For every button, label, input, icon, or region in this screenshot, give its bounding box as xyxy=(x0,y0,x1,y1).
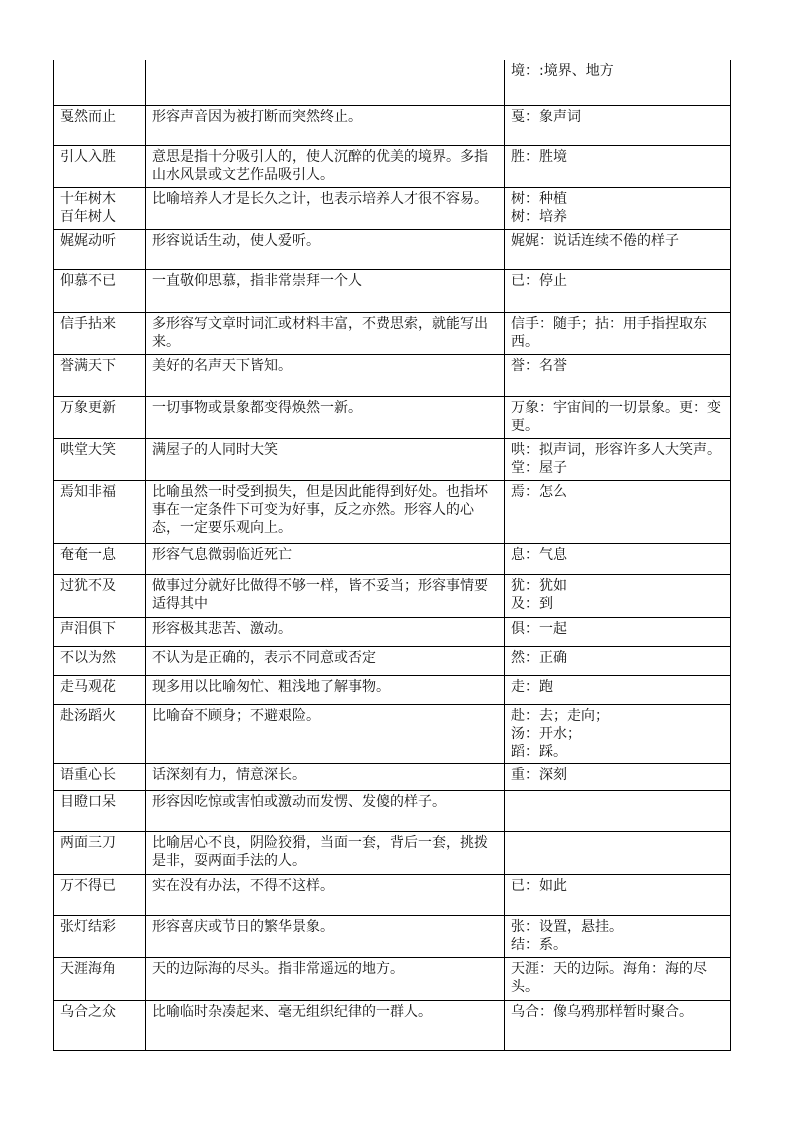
note-cell: 走：跑 xyxy=(505,675,731,704)
idiom-cell: 信手拈来 xyxy=(54,312,146,354)
idiom-cell: 仰慕不已 xyxy=(54,269,146,312)
idiom-cell: 赴汤蹈火 xyxy=(54,704,146,763)
note-cell xyxy=(505,790,731,831)
idiom-cell: 哄堂大笑 xyxy=(54,438,146,480)
note-cell: 已：停止 xyxy=(505,269,731,312)
table-row xyxy=(54,763,731,790)
meaning-cell: 满屋子的人同时大笑 xyxy=(146,438,505,480)
table-row xyxy=(54,60,731,105)
note-cell: 信手：随手；拈：用手指捏取东西。 xyxy=(505,312,731,354)
idiom-cell: 引人入胜 xyxy=(54,145,146,187)
table-row xyxy=(54,957,731,1000)
idiom-table xyxy=(53,60,731,1051)
idiom-cell: 乌合之众 xyxy=(54,1000,146,1050)
idiom-cell: 娓娓动听 xyxy=(54,229,146,269)
note-cell: 万象：宇宙间的一切景象。更：变更。 xyxy=(505,396,731,438)
table-row xyxy=(54,105,731,145)
meaning-cell: 比喻临时杂凑起来、毫无组织纪律的一群人。 xyxy=(146,1000,505,1050)
idiom-cell: 走马观花 xyxy=(54,675,146,704)
table-row xyxy=(54,438,731,480)
meaning-cell: 形容喜庆或节日的繁华景象。 xyxy=(146,915,505,957)
idiom-cell: 戛然而止 xyxy=(54,105,146,145)
meaning-cell: 话深刻有力，情意深长。 xyxy=(146,763,505,790)
table-row xyxy=(54,831,731,874)
table-row xyxy=(54,269,731,312)
meaning-cell: 不认为是正确的，表示不同意或否定 xyxy=(146,646,505,675)
idiom-cell: 两面三刀 xyxy=(54,831,146,874)
idiom-table-body xyxy=(54,60,731,1050)
idiom-cell: 声泪俱下 xyxy=(54,617,146,646)
note-cell: 赴：去；走向； 汤：开水； 蹈：踩。 xyxy=(505,704,731,763)
meaning-cell: 多形容写文章时词汇或材料丰富，不费思索，就能写出来。 xyxy=(146,312,505,354)
meaning-cell: 一直敬仰思慕，指非常崇拜一个人 xyxy=(146,269,505,312)
meaning-cell: 天的边际海的尽头。指非常遥远的地方。 xyxy=(146,957,505,1000)
meaning-cell: 美好的名声天下皆知。 xyxy=(146,354,505,396)
note-cell: 天涯：天的边际。海角：海的尽头。 xyxy=(505,957,731,1000)
table-row xyxy=(54,704,731,763)
table-row xyxy=(54,617,731,646)
meaning-cell: 做事过分就好比做得不够一样，皆不妥当；形容事情要适得其中 xyxy=(146,574,505,617)
idiom-cell: 焉知非福 xyxy=(54,480,146,543)
table-row xyxy=(54,354,731,396)
note-cell: 境：:境界、地方 xyxy=(505,60,731,105)
meaning-cell: 形容声音因为被打断而突然终止。 xyxy=(146,105,505,145)
table-row xyxy=(54,790,731,831)
note-cell: 胜：胜境 xyxy=(505,145,731,187)
idiom-cell: 万象更新 xyxy=(54,396,146,438)
idiom-cell: 不以为然 xyxy=(54,646,146,675)
table-row xyxy=(54,543,731,574)
idiom-cell: 张灯结彩 xyxy=(54,915,146,957)
table-row xyxy=(54,574,731,617)
note-cell: 乌合：像乌鸦那样暂时聚合。 xyxy=(505,1000,731,1050)
note-cell: 娓娓：说话连续不倦的样子 xyxy=(505,229,731,269)
note-cell: 息：气息 xyxy=(505,543,731,574)
note-cell: 哄：拟声词，形容许多人大笑声。堂：屋子 xyxy=(505,438,731,480)
note-cell: 戛：象声词 xyxy=(505,105,731,145)
meaning-cell: 现多用以比喻匆忙、粗浅地了解事物。 xyxy=(146,675,505,704)
table-row xyxy=(54,229,731,269)
table-row xyxy=(54,675,731,704)
meaning-cell: 实在没有办法，不得不这样。 xyxy=(146,874,505,915)
table-row xyxy=(54,480,731,543)
meaning-cell: 一切事物或景象都变得焕然一新。 xyxy=(146,396,505,438)
meaning-cell: 比喻培养人才是长久之计，也表示培养人才很不容易。 xyxy=(146,187,505,229)
idiom-cell: 奄奄一息 xyxy=(54,543,146,574)
note-cell: 犹：犹如 及：到 xyxy=(505,574,731,617)
meaning-cell: 意思是指十分吸引人的，使人沉醉的优美的境界。多指山水风景或文艺作品吸引人。 xyxy=(146,145,505,187)
meaning-cell: 比喻居心不良，阴险狡猾，当面一套，背后一套，挑拨是非，耍两面手法的人。 xyxy=(146,831,505,874)
note-cell: 重：深刻 xyxy=(505,763,731,790)
idiom-cell: 十年树木 百年树人 xyxy=(54,187,146,229)
meaning-cell: 形容因吃惊或害怕或激动而发愣、发傻的样子。 xyxy=(146,790,505,831)
meaning-cell: 形容极其悲苦、激动。 xyxy=(146,617,505,646)
table-row xyxy=(54,396,731,438)
table-row xyxy=(54,874,731,915)
table-row xyxy=(54,646,731,675)
table-row xyxy=(54,187,731,229)
idiom-cell: 目瞪口呆 xyxy=(54,790,146,831)
note-cell: 誉：名誉 xyxy=(505,354,731,396)
meaning-cell: 形容气息微弱临近死亡 xyxy=(146,543,505,574)
idiom-cell: 誉满天下 xyxy=(54,354,146,396)
note-cell: 然：正确 xyxy=(505,646,731,675)
note-cell: 俱：一起 xyxy=(505,617,731,646)
note-cell: 已：如此 xyxy=(505,874,731,915)
table-row xyxy=(54,312,731,354)
idiom-cell: 过犹不及 xyxy=(54,574,146,617)
idiom-cell: 语重心长 xyxy=(54,763,146,790)
meaning-cell: 形容说话生动，使人爱听。 xyxy=(146,229,505,269)
note-cell: 焉：怎么 xyxy=(505,480,731,543)
note-cell: 树：种植 树：培养 xyxy=(505,187,731,229)
idiom-cell: 天涯海角 xyxy=(54,957,146,1000)
note-cell: 张：设置，悬挂。 结：系。 xyxy=(505,915,731,957)
table-row xyxy=(54,915,731,957)
meaning-cell: 比喻虽然一时受到损失，但是因此能得到好处。也指坏事在一定条件下可变为好事，反之亦然。形容人的心态，一定要乐观向上。 xyxy=(146,480,505,543)
table-row xyxy=(54,145,731,187)
table-row xyxy=(54,1000,731,1050)
meaning-cell: 比喻奋不顾身；不避艰险。 xyxy=(146,704,505,763)
note-cell xyxy=(505,831,731,874)
idiom-cell xyxy=(54,60,146,105)
idiom-cell: 万不得已 xyxy=(54,874,146,915)
meaning-cell xyxy=(146,60,505,105)
